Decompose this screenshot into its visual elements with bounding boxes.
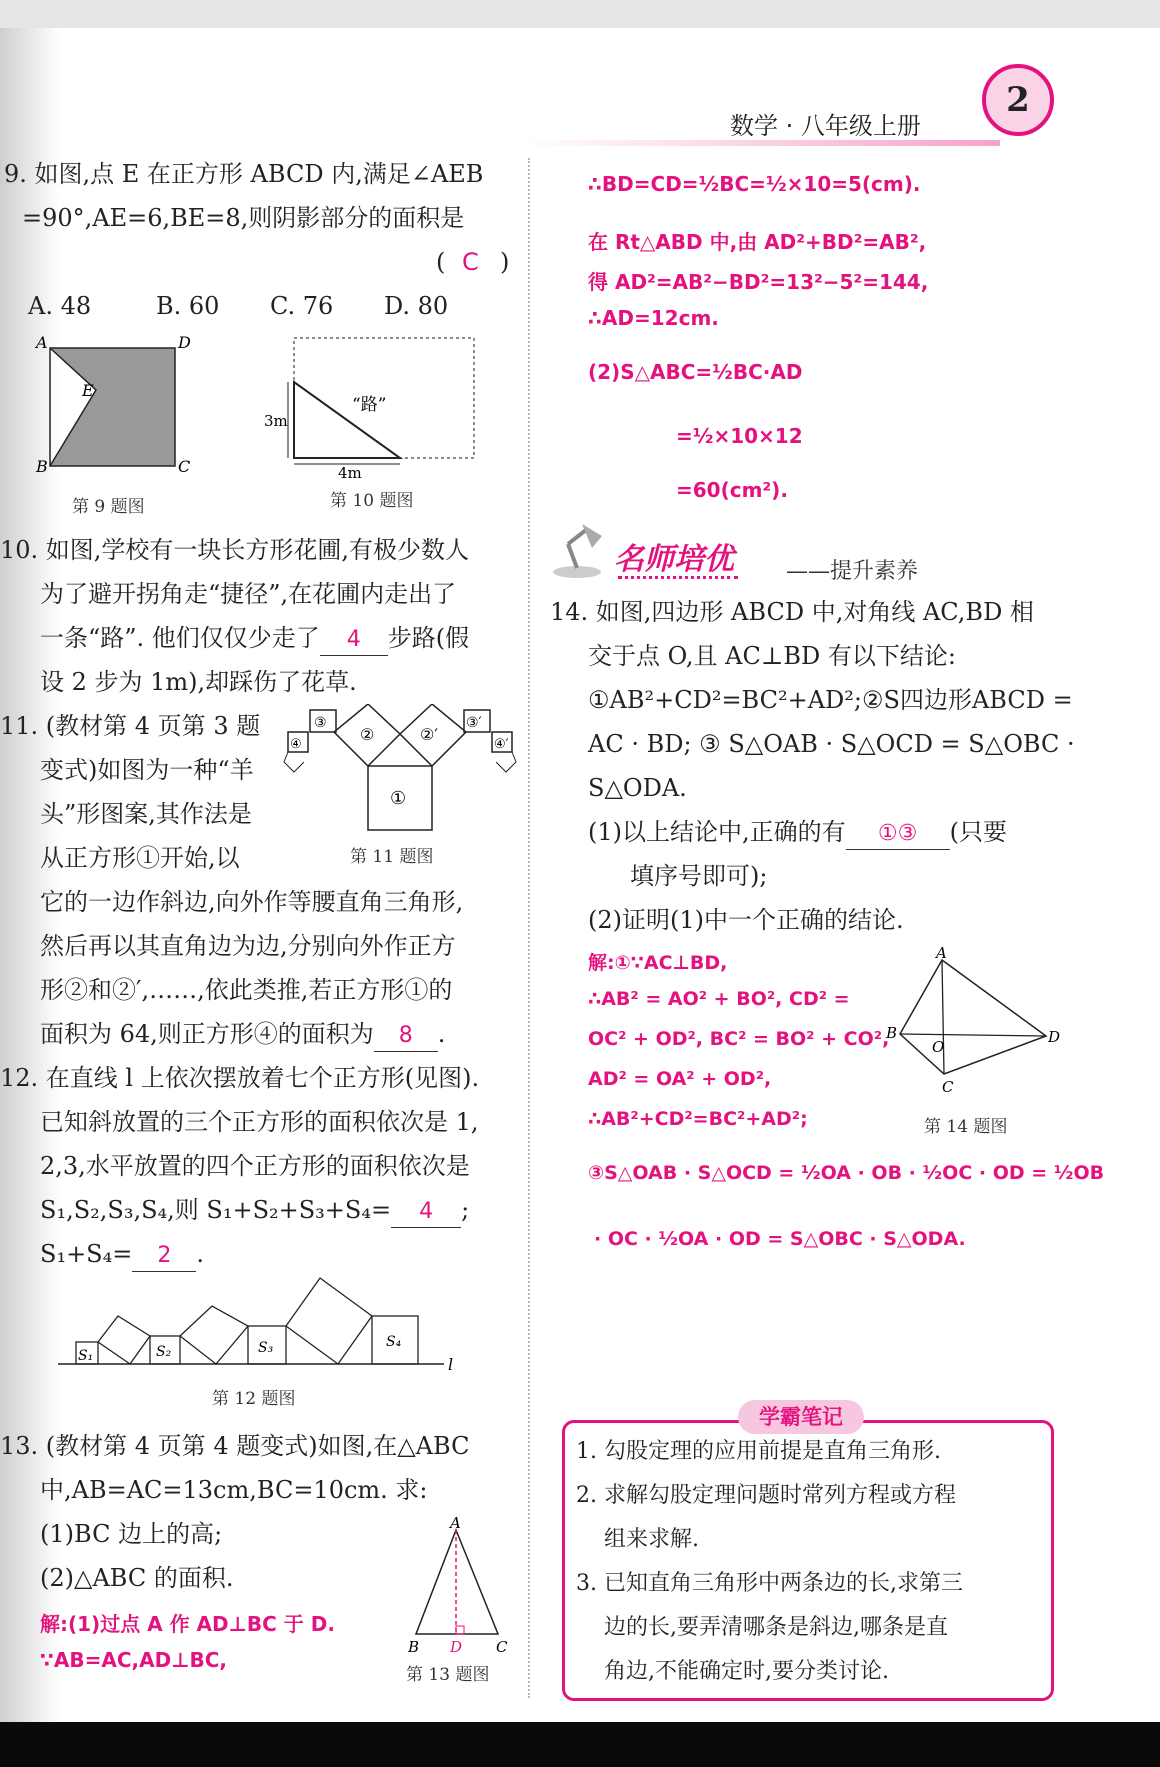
q13-label-b: B bbox=[408, 1638, 420, 1656]
q11-line5: 它的一边作斜边,向外作等腰直角三角形, bbox=[40, 888, 464, 916]
q14-label-a: A bbox=[936, 946, 947, 962]
q12-label-s2: S₂ bbox=[156, 1344, 172, 1360]
q13-caption: 第 13 题图 bbox=[406, 1665, 490, 1685]
q12-line1: 12. 在直线 l 上依次摆放着七个正方形(见图). bbox=[0, 1064, 480, 1092]
q11-figure bbox=[280, 704, 520, 834]
page-number: 2 bbox=[1006, 80, 1030, 120]
q12-label-s1: S₁ bbox=[78, 1348, 94, 1364]
column-divider bbox=[528, 158, 530, 1698]
q11-line6: 然后再以其直角边为边,分别向外作正方 bbox=[40, 932, 456, 960]
section-subtitle: ——提升素养 bbox=[786, 559, 919, 584]
q13-solution-8: =½×10×12 bbox=[676, 424, 803, 448]
q14-line4: AC · BD; ③ S△OAB · S△OCD = S△OBC · bbox=[588, 730, 1075, 758]
notes-item-3b: 边的长,要弄清哪条是斜边,哪条是直 bbox=[604, 1615, 948, 1640]
section-title: 名师培优 bbox=[614, 542, 734, 577]
q9-line2: =90°,AE=6,BE=8,则阴影部分的面积是 bbox=[22, 204, 465, 232]
q12-answer1-blank: 4 bbox=[391, 1197, 461, 1228]
q10-answer-blank: 4 bbox=[320, 625, 388, 656]
q12-tilted-square-1 bbox=[98, 1316, 150, 1364]
q9-option-c: C. 76 bbox=[270, 292, 334, 320]
q12-line4-end: ; bbox=[461, 1196, 470, 1224]
q11-label-2p: ②′ bbox=[420, 725, 438, 744]
q12-answer2-blank: 2 bbox=[132, 1241, 196, 1272]
q11-label-4: ④ bbox=[290, 737, 302, 752]
q10-line2: 为了避开拐角走“捷径”,在花圃内走出了 bbox=[40, 580, 457, 608]
notes-item-3a: 3. 已知直角三角形中两条边的长,求第三 bbox=[576, 1571, 963, 1596]
q13-solution-2: ∵AB=AC,AD⊥BC, bbox=[40, 1648, 228, 1672]
notes-item-3c: 角边,不能确定时,要分类讨论. bbox=[604, 1659, 889, 1684]
header-title: 数学 · 八年级上册 bbox=[730, 112, 921, 140]
q13-solution-7: (2)S△ABC=½BC·AD bbox=[588, 360, 803, 384]
q14-diagonal-bd bbox=[900, 1034, 1046, 1036]
q14-solution-5: ∴AB²+CD²=BC²+AD²; bbox=[588, 1108, 808, 1130]
q11-line3: 头”形图案,其作法是 bbox=[40, 800, 252, 828]
q13-right-angle bbox=[456, 1626, 464, 1634]
q12-line4-start: S₁,S₂,S₃,S₄,则 S₁+S₂+S₃+S₄= bbox=[40, 1196, 392, 1224]
q14-line6-end: (只要 bbox=[949, 818, 1007, 846]
q12-tilted-square-3 bbox=[286, 1278, 372, 1364]
q13-label-d: D bbox=[450, 1638, 463, 1656]
q13-label-a: A bbox=[450, 1516, 461, 1532]
q13-line3: (1)BC 边上的高; bbox=[40, 1520, 223, 1548]
q10-line4: 设 2 步为 1m),却踩伤了花草. bbox=[40, 668, 357, 696]
notes-item-2b: 组来求解. bbox=[604, 1527, 699, 1552]
q9-option-d: D. 80 bbox=[384, 292, 449, 320]
q11-line8-end: . bbox=[437, 1020, 446, 1048]
q14-line2: 交于点 O,且 AC⊥BD 有以下结论: bbox=[588, 642, 957, 670]
q9-paren-right: ) bbox=[500, 248, 510, 276]
q13-line1: 13. (教材第 4 页第 4 题变式)如图,在△ABC bbox=[0, 1432, 470, 1460]
q11-line4: 从正方形①开始,以 bbox=[40, 844, 240, 872]
q10-label-road: “路” bbox=[352, 395, 387, 415]
q10-label-width: 4m bbox=[338, 464, 362, 480]
q14-line5: S△ODA. bbox=[588, 774, 687, 802]
q13-figure bbox=[404, 1516, 514, 1656]
q13-triangle bbox=[416, 1530, 498, 1634]
q11-line7: 形②和②′,……,依此类推,若正方形①的 bbox=[40, 976, 453, 1004]
q13-solution-4: 在 Rt△ABD 中,由 AD²+BD²=AB², bbox=[588, 230, 927, 254]
q11-left-tail bbox=[284, 752, 304, 772]
q14-label-b: B bbox=[886, 1024, 898, 1042]
q14-line8: (2)证明(1)中一个正确的结论. bbox=[588, 906, 904, 934]
q9-label-b: B bbox=[36, 457, 48, 476]
q14-label-d: D bbox=[1048, 1028, 1061, 1046]
q14-caption: 第 14 题图 bbox=[924, 1117, 1008, 1137]
q11-answer-blank: 8 bbox=[374, 1021, 438, 1052]
q13-line4: (2)△ABC 的面积. bbox=[40, 1564, 234, 1592]
q14-figure bbox=[880, 946, 1070, 1096]
q12-figure bbox=[56, 1276, 466, 1372]
q9-answer: C bbox=[462, 248, 479, 276]
q14-line7: 填序号即可); bbox=[630, 862, 768, 890]
q11-right-tail bbox=[496, 752, 516, 772]
q14-solution-2: ∴AB² = AO² + BO², CD² = bbox=[588, 988, 850, 1010]
q14-label-c: C bbox=[942, 1078, 954, 1096]
q11-label-3p: ③′ bbox=[466, 715, 482, 731]
q9-option-a: A. 48 bbox=[28, 292, 92, 320]
q14-line3: ①AB²+CD²=BC²+AD²;②S四边形ABCD = bbox=[588, 686, 1073, 714]
q10-figure bbox=[258, 330, 488, 480]
q9-label-d: D bbox=[178, 333, 191, 352]
q14-line1: 14. 如图,四边形 ABCD 中,对角线 AC,BD 相 bbox=[550, 598, 1034, 626]
q11-caption: 第 11 题图 bbox=[350, 847, 434, 867]
q14-line6-start: (1)以上结论中,正确的有 bbox=[588, 818, 846, 846]
q11-line8 bbox=[40, 1012, 445, 1056]
q10-triangle bbox=[294, 382, 400, 458]
q9-caption: 第 9 题图 bbox=[72, 497, 145, 517]
q14-answer-blank: ①③ bbox=[846, 819, 950, 850]
q9-label-e: E bbox=[82, 381, 94, 400]
q14-diagonal-ac bbox=[942, 960, 944, 1074]
viewer-bottom-bar bbox=[0, 1722, 1160, 1767]
q14-quadrilateral bbox=[900, 960, 1046, 1074]
q9-label-a: A bbox=[36, 333, 48, 352]
q10-line3 bbox=[40, 616, 469, 660]
q12-caption: 第 12 题图 bbox=[212, 1389, 296, 1409]
q10-line3-end: 步路(假 bbox=[387, 624, 470, 652]
q11-line2: 变式)如图为一种“羊 bbox=[40, 756, 254, 784]
q12-line4 bbox=[40, 1188, 469, 1232]
q9-figure bbox=[30, 330, 200, 480]
notes-item-2a: 2. 求解勾股定理问题时常列方程或方程 bbox=[576, 1483, 956, 1508]
notes-title: 学霸笔记 bbox=[738, 1400, 864, 1434]
q13-label-c: C bbox=[496, 1638, 508, 1656]
q12-label-s4: S₄ bbox=[386, 1334, 402, 1350]
q10-caption: 第 10 题图 bbox=[330, 491, 414, 511]
q12-tilted-square-2 bbox=[180, 1306, 248, 1364]
q14-solution-3: OC² + OD², BC² = BO² + CO², bbox=[588, 1028, 890, 1050]
q14-solution-4: AD² = OA² + OD², bbox=[588, 1068, 772, 1090]
q14-label-o: O bbox=[932, 1038, 945, 1056]
q14-solution-1: 解:①∵AC⊥BD, bbox=[588, 952, 728, 974]
q10-label-height: 3m bbox=[264, 412, 288, 430]
q13-solution-6: ∴AD=12cm. bbox=[588, 306, 719, 330]
q12-label-l: l bbox=[448, 1355, 454, 1372]
section-dots bbox=[618, 576, 738, 579]
q13-solution-3: ∴BD=CD=½BC=½×10=5(cm). bbox=[588, 172, 921, 196]
q11-label-4p: ④′ bbox=[494, 737, 509, 752]
q11-line8-start: 面积为 64,则正方形④的面积为 bbox=[40, 1020, 374, 1048]
q12-line5-end: . bbox=[196, 1240, 204, 1268]
q14-line6 bbox=[588, 810, 1007, 854]
q11-label-3: ③ bbox=[314, 715, 327, 731]
q11-line1: 11. (教材第 4 页第 3 题 bbox=[0, 712, 261, 740]
q13-solution-5: 得 AD²=AB²−BD²=13²−5²=144, bbox=[588, 270, 929, 294]
q12-line5-start: S₁+S₄= bbox=[40, 1240, 133, 1268]
q10-line3-start: 一条“路”. 他们仅仅少走了 bbox=[40, 624, 320, 652]
q12-line3: 2,3,水平放置的四个正方形的面积依次是 bbox=[40, 1152, 470, 1180]
q14-solution-6: ③S△OAB · S△OCD = ½OA · OB · ½OC · OD = ½OB bbox=[588, 1162, 1105, 1184]
q9-line1: 9. 如图,点 E 在正方形 ABCD 内,满足∠AEB bbox=[4, 160, 484, 188]
q12-label-s3: S₃ bbox=[258, 1340, 274, 1356]
q11-label-1: ① bbox=[390, 788, 407, 809]
q9-label-c: C bbox=[178, 457, 191, 476]
viewer-top-bar bbox=[0, 0, 1160, 28]
lamp-icon bbox=[546, 518, 608, 580]
q10-line1: 10. 如图,学校有一块长方形花圃,有极少数人 bbox=[0, 536, 470, 564]
q9-option-b: B. 60 bbox=[156, 292, 220, 320]
q14-solution-7: · OC · ½OA · OD = S△OBC · S△ODA. bbox=[594, 1228, 966, 1250]
q13-solution-9: =60(cm²). bbox=[676, 478, 788, 502]
q13-solution-1: 解:(1)过点 A 作 AD⊥BC 于 D. bbox=[40, 1612, 335, 1636]
q13-line2: 中,AB=AC=13cm,BC=10cm. 求: bbox=[40, 1476, 428, 1504]
q12-line5 bbox=[40, 1232, 204, 1276]
q12-line2: 已知斜放置的三个正方形的面积依次是 1, bbox=[40, 1108, 479, 1136]
q11-label-2: ② bbox=[360, 725, 375, 744]
q9-paren-left: ( bbox=[436, 248, 446, 276]
notes-item-1: 1. 勾股定理的应用前提是直角三角形. bbox=[576, 1439, 941, 1464]
